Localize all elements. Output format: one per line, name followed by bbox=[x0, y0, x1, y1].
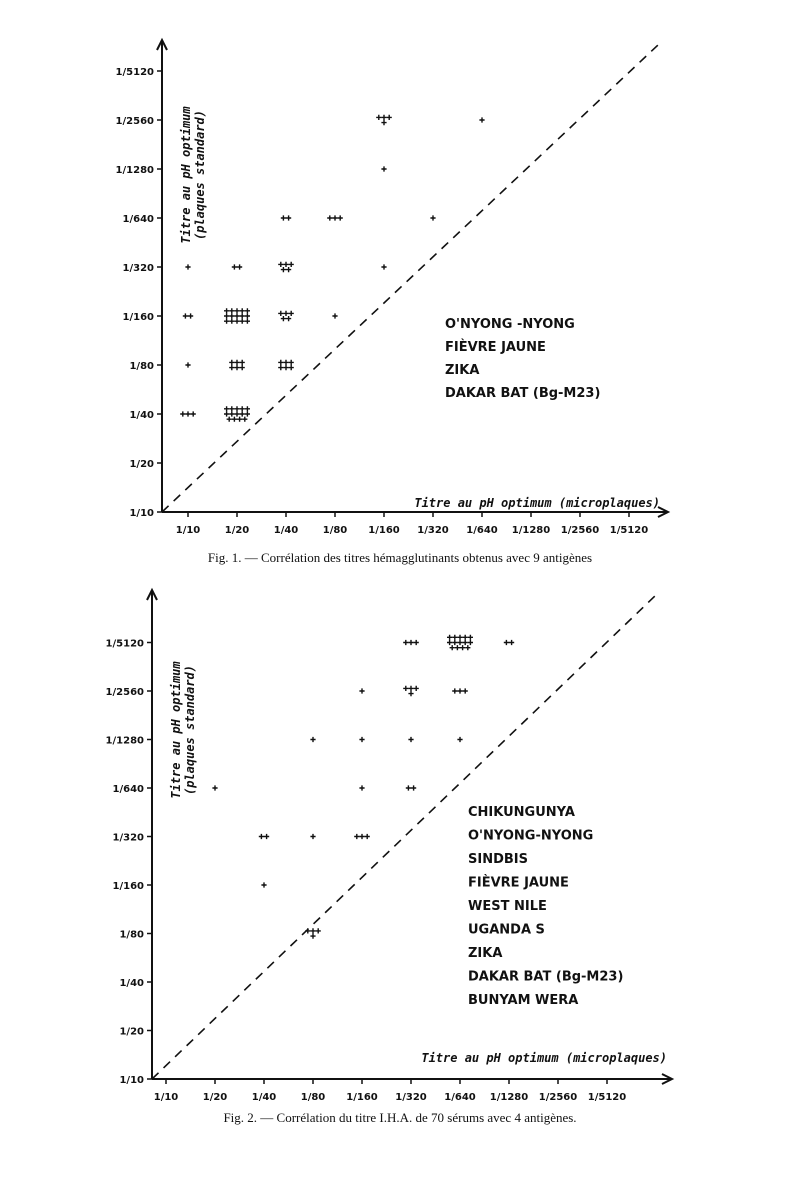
data-point-cluster bbox=[408, 737, 413, 742]
data-point-cluster bbox=[447, 635, 473, 651]
data-point-mark bbox=[240, 360, 245, 365]
data-point-mark bbox=[354, 834, 359, 839]
data-point-mark bbox=[452, 688, 457, 693]
legend-line: UGANDA S bbox=[468, 922, 545, 938]
data-point-mark bbox=[245, 308, 250, 313]
data-point-cluster bbox=[430, 215, 435, 220]
data-point-mark bbox=[229, 411, 234, 416]
data-point-mark bbox=[185, 264, 190, 269]
data-point-mark bbox=[452, 640, 457, 645]
data-point-mark bbox=[310, 934, 315, 939]
legend-line: BUNYAM WERA bbox=[468, 993, 579, 1008]
data-point-cluster bbox=[278, 360, 294, 370]
data-point-mark bbox=[234, 406, 239, 411]
data-point-mark bbox=[191, 411, 196, 416]
data-point-mark bbox=[234, 411, 239, 416]
data-point-cluster bbox=[224, 406, 250, 422]
data-point-mark bbox=[278, 311, 283, 316]
y-tick-label: 1/80 bbox=[119, 929, 144, 941]
data-point-mark bbox=[180, 411, 185, 416]
x-axis-label: Titre au pH optimum (microplaques) bbox=[421, 1051, 667, 1065]
data-point-mark bbox=[185, 411, 190, 416]
y-tick-label: 1/160 bbox=[122, 312, 154, 323]
data-point-mark bbox=[460, 645, 465, 650]
x-tick-label: 1/1280 bbox=[511, 525, 551, 536]
y-tick-label: 1/40 bbox=[119, 978, 144, 989]
data-point-mark bbox=[242, 417, 247, 422]
data-point-mark bbox=[381, 264, 386, 269]
data-point-mark bbox=[381, 120, 386, 125]
data-point-mark bbox=[245, 313, 250, 318]
data-point-mark bbox=[332, 313, 337, 318]
data-point-cluster bbox=[381, 166, 386, 171]
data-point-mark bbox=[232, 417, 237, 422]
x-axis-label: Titre au pH optimum (microplaques) bbox=[414, 496, 660, 510]
legend-line: ZIKA bbox=[468, 946, 503, 961]
data-point-mark bbox=[381, 166, 386, 171]
data-point-mark bbox=[463, 635, 468, 640]
data-point-mark bbox=[234, 365, 239, 370]
data-point-mark bbox=[281, 267, 286, 272]
data-point-mark bbox=[264, 834, 269, 839]
data-point-mark bbox=[278, 365, 283, 370]
data-point-mark bbox=[450, 645, 455, 650]
data-point-mark bbox=[234, 308, 239, 313]
data-point-mark bbox=[278, 360, 283, 365]
data-point-mark bbox=[457, 640, 462, 645]
x-tick-label: 1/5120 bbox=[587, 1092, 627, 1103]
y-tick-label: 1/160 bbox=[112, 881, 144, 892]
x-tick-label: 1/10 bbox=[175, 525, 201, 536]
data-point-cluster bbox=[232, 264, 242, 269]
x-tick-label: 1/320 bbox=[417, 525, 449, 536]
data-point-mark bbox=[245, 406, 250, 411]
y-tick-label: 1/640 bbox=[122, 214, 154, 225]
data-point-mark bbox=[479, 117, 484, 122]
legend-line: O'NYONG-NYONG bbox=[468, 828, 594, 844]
legend-line: SINDBIS bbox=[468, 852, 528, 867]
data-point-mark bbox=[457, 635, 462, 640]
data-point-mark bbox=[381, 115, 386, 120]
x-tick-label: 1/2560 bbox=[538, 1092, 578, 1103]
data-point-mark bbox=[414, 686, 419, 691]
legend-line: DAKAR BAT (Bg-M23) bbox=[468, 969, 624, 985]
data-point-mark bbox=[289, 262, 294, 267]
data-point-mark bbox=[283, 262, 288, 267]
figure-1-caption: Fig. 1. — Corrélation des titres hémagglutinants obtenus avec 9 antigènes bbox=[207, 550, 593, 565]
data-point-mark bbox=[359, 785, 364, 790]
x-tick-label: 1/40 bbox=[273, 525, 299, 536]
data-point-mark bbox=[359, 834, 364, 839]
x-tick-label: 1/1280 bbox=[489, 1092, 529, 1103]
data-point-mark bbox=[224, 313, 229, 318]
data-point-mark bbox=[240, 319, 245, 324]
data-point-cluster bbox=[457, 737, 462, 742]
data-point-cluster bbox=[359, 737, 364, 742]
legend-line: FIÈVRE JAUNE bbox=[445, 340, 546, 355]
data-point-mark bbox=[310, 928, 315, 933]
y-axis-label: Titre au pH optimum(plaques standard) bbox=[169, 661, 197, 799]
legend-line: FIÈVRE JAUNE bbox=[468, 875, 569, 891]
data-point-mark bbox=[289, 311, 294, 316]
data-point-mark bbox=[452, 635, 457, 640]
y-tick-label: 1/1280 bbox=[105, 735, 144, 747]
data-point-mark bbox=[403, 686, 408, 691]
y-tick-label: 1/320 bbox=[112, 832, 144, 844]
data-point-cluster bbox=[278, 311, 294, 321]
data-point-cluster bbox=[180, 411, 196, 416]
data-point-mark bbox=[305, 928, 310, 933]
data-point-mark bbox=[411, 785, 416, 790]
data-point-mark bbox=[408, 691, 413, 696]
data-point-mark bbox=[310, 737, 315, 742]
data-point-mark bbox=[289, 365, 294, 370]
x-tick-label: 1/40 bbox=[251, 1092, 277, 1103]
data-point-mark bbox=[259, 834, 264, 839]
data-point-mark bbox=[310, 834, 315, 839]
data-point-cluster bbox=[281, 215, 291, 220]
data-point-mark bbox=[281, 215, 286, 220]
x-tick-label: 1/160 bbox=[346, 1092, 378, 1103]
data-point-mark bbox=[234, 319, 239, 324]
y-tick-label: 1/40 bbox=[129, 410, 154, 421]
legend-line: CHIKUNGUNYA bbox=[468, 805, 575, 820]
data-point-cluster bbox=[354, 834, 370, 839]
data-point-mark bbox=[408, 686, 413, 691]
data-point-mark bbox=[227, 417, 232, 422]
data-point-mark bbox=[229, 365, 234, 370]
x-tick-label: 1/10 bbox=[153, 1092, 179, 1103]
data-point-mark bbox=[245, 411, 250, 416]
figure-2 bbox=[106, 590, 672, 1103]
x-tick-label: 1/160 bbox=[368, 525, 400, 536]
legend-line: DAKAR BAT (Bg-M23) bbox=[445, 386, 601, 401]
data-point-cluster bbox=[183, 313, 193, 318]
legend-line: ZIKA bbox=[445, 363, 480, 378]
x-tick-label: 1/640 bbox=[466, 525, 498, 536]
data-point-cluster bbox=[229, 360, 245, 370]
x-tick-label: 1/5120 bbox=[609, 525, 649, 536]
x-tick-label: 1/80 bbox=[322, 525, 348, 536]
figure-1 bbox=[116, 40, 668, 536]
data-point-mark bbox=[283, 311, 288, 316]
data-point-mark bbox=[229, 319, 234, 324]
data-point-mark bbox=[240, 313, 245, 318]
legend-line: O'NYONG -NYONG bbox=[445, 317, 575, 332]
data-point-cluster bbox=[406, 785, 416, 790]
data-point-mark bbox=[504, 640, 509, 645]
data-point-mark bbox=[240, 411, 245, 416]
y-tick-label: 1/2560 bbox=[105, 687, 144, 698]
data-point-mark bbox=[447, 640, 452, 645]
x-tick-label: 1/320 bbox=[395, 1092, 427, 1103]
data-point-cluster bbox=[278, 262, 294, 272]
data-point-mark bbox=[183, 313, 188, 318]
data-point-mark bbox=[278, 262, 283, 267]
y-tick-label: 1/5120 bbox=[105, 638, 144, 650]
data-point-mark bbox=[286, 267, 291, 272]
y-axis-label: Titre au pH optimum(plaques standard) bbox=[179, 106, 207, 244]
data-point-cluster bbox=[381, 264, 386, 269]
data-point-mark bbox=[224, 406, 229, 411]
y-tick-label: 1/640 bbox=[112, 784, 144, 795]
legend-line: WEST NILE bbox=[468, 899, 547, 914]
data-point-mark bbox=[376, 115, 381, 120]
data-point-cluster bbox=[310, 834, 315, 839]
data-point-mark bbox=[286, 316, 291, 321]
data-point-mark bbox=[229, 360, 234, 365]
data-point-mark bbox=[365, 834, 370, 839]
data-point-cluster bbox=[261, 882, 266, 887]
x-tick-label: 1/20 bbox=[202, 1092, 228, 1103]
data-point-mark bbox=[232, 264, 237, 269]
data-point-mark bbox=[359, 688, 364, 693]
data-point-mark bbox=[468, 635, 473, 640]
data-point-mark bbox=[224, 308, 229, 313]
data-point-mark bbox=[468, 640, 473, 645]
data-point-mark bbox=[430, 215, 435, 220]
y-tick-label: 1/320 bbox=[122, 263, 154, 274]
data-point-cluster bbox=[376, 115, 392, 125]
data-point-mark bbox=[403, 640, 408, 645]
data-point-cluster bbox=[332, 313, 337, 318]
data-point-mark bbox=[261, 882, 266, 887]
data-point-mark bbox=[414, 640, 419, 645]
data-point-cluster bbox=[327, 215, 343, 220]
data-point-cluster bbox=[504, 640, 514, 645]
data-point-mark bbox=[234, 313, 239, 318]
y-tick-label: 1/20 bbox=[119, 1026, 144, 1038]
data-point-mark bbox=[240, 308, 245, 313]
data-point-mark bbox=[455, 645, 460, 650]
data-point-mark bbox=[283, 360, 288, 365]
data-point-cluster bbox=[185, 362, 190, 367]
data-point-cluster bbox=[452, 688, 468, 693]
data-point-mark bbox=[387, 115, 392, 120]
data-point-mark bbox=[406, 785, 411, 790]
data-point-cluster bbox=[212, 785, 217, 790]
data-point-mark bbox=[463, 688, 468, 693]
data-point-mark bbox=[447, 635, 452, 640]
data-point-mark bbox=[237, 417, 242, 422]
data-point-mark bbox=[224, 319, 229, 324]
data-point-mark bbox=[188, 313, 193, 318]
data-point-cluster bbox=[185, 264, 190, 269]
data-point-mark bbox=[463, 640, 468, 645]
data-point-mark bbox=[229, 308, 234, 313]
x-tick-label: 1/80 bbox=[300, 1092, 326, 1103]
data-point-mark bbox=[465, 645, 470, 650]
data-point-cluster bbox=[305, 928, 321, 938]
data-point-mark bbox=[185, 362, 190, 367]
data-point-mark bbox=[338, 215, 343, 220]
data-point-cluster bbox=[359, 785, 364, 790]
data-point-cluster bbox=[259, 834, 269, 839]
data-point-mark bbox=[212, 785, 217, 790]
data-point-mark bbox=[237, 264, 242, 269]
data-point-mark bbox=[509, 640, 514, 645]
y-tick-label: 1/20 bbox=[129, 459, 154, 470]
data-point-mark bbox=[234, 360, 239, 365]
data-point-cluster bbox=[310, 737, 315, 742]
data-point-cluster bbox=[479, 117, 484, 122]
data-point-mark bbox=[316, 928, 321, 933]
y-tick-label: 1/5120 bbox=[115, 67, 154, 78]
figure-2-caption: Fig. 2. — Corrélation du titre I.H.A. de 70 sérums avec 4 antigènes. bbox=[223, 1110, 577, 1125]
data-point-mark bbox=[289, 360, 294, 365]
data-point-mark bbox=[281, 316, 286, 321]
data-point-cluster bbox=[359, 688, 364, 693]
data-point-mark bbox=[408, 640, 413, 645]
y-tick-label: 1/10 bbox=[119, 1075, 144, 1086]
data-point-mark bbox=[457, 737, 462, 742]
data-point-cluster bbox=[403, 686, 419, 696]
data-point-mark bbox=[286, 215, 291, 220]
x-tick-label: 1/640 bbox=[444, 1092, 476, 1103]
data-point-mark bbox=[229, 313, 234, 318]
data-point-cluster bbox=[224, 308, 250, 324]
data-point-mark bbox=[240, 365, 245, 370]
data-point-mark bbox=[240, 406, 245, 411]
data-point-mark bbox=[229, 406, 234, 411]
data-point-mark bbox=[327, 215, 332, 220]
y-tick-label: 1/80 bbox=[129, 361, 154, 372]
x-tick-label: 1/20 bbox=[224, 525, 250, 536]
data-point-mark bbox=[245, 319, 250, 324]
y-tick-label: 1/1280 bbox=[115, 165, 154, 176]
data-point-cluster bbox=[403, 640, 419, 645]
data-point-mark bbox=[457, 688, 462, 693]
data-point-mark bbox=[224, 411, 229, 416]
data-point-mark bbox=[359, 737, 364, 742]
y-tick-label: 1/10 bbox=[129, 508, 154, 519]
data-point-mark bbox=[408, 737, 413, 742]
data-point-mark bbox=[332, 215, 337, 220]
diagonal-equality-line bbox=[162, 45, 658, 512]
y-tick-label: 1/2560 bbox=[115, 116, 154, 127]
data-point-mark bbox=[283, 365, 288, 370]
x-tick-label: 1/2560 bbox=[560, 525, 600, 536]
